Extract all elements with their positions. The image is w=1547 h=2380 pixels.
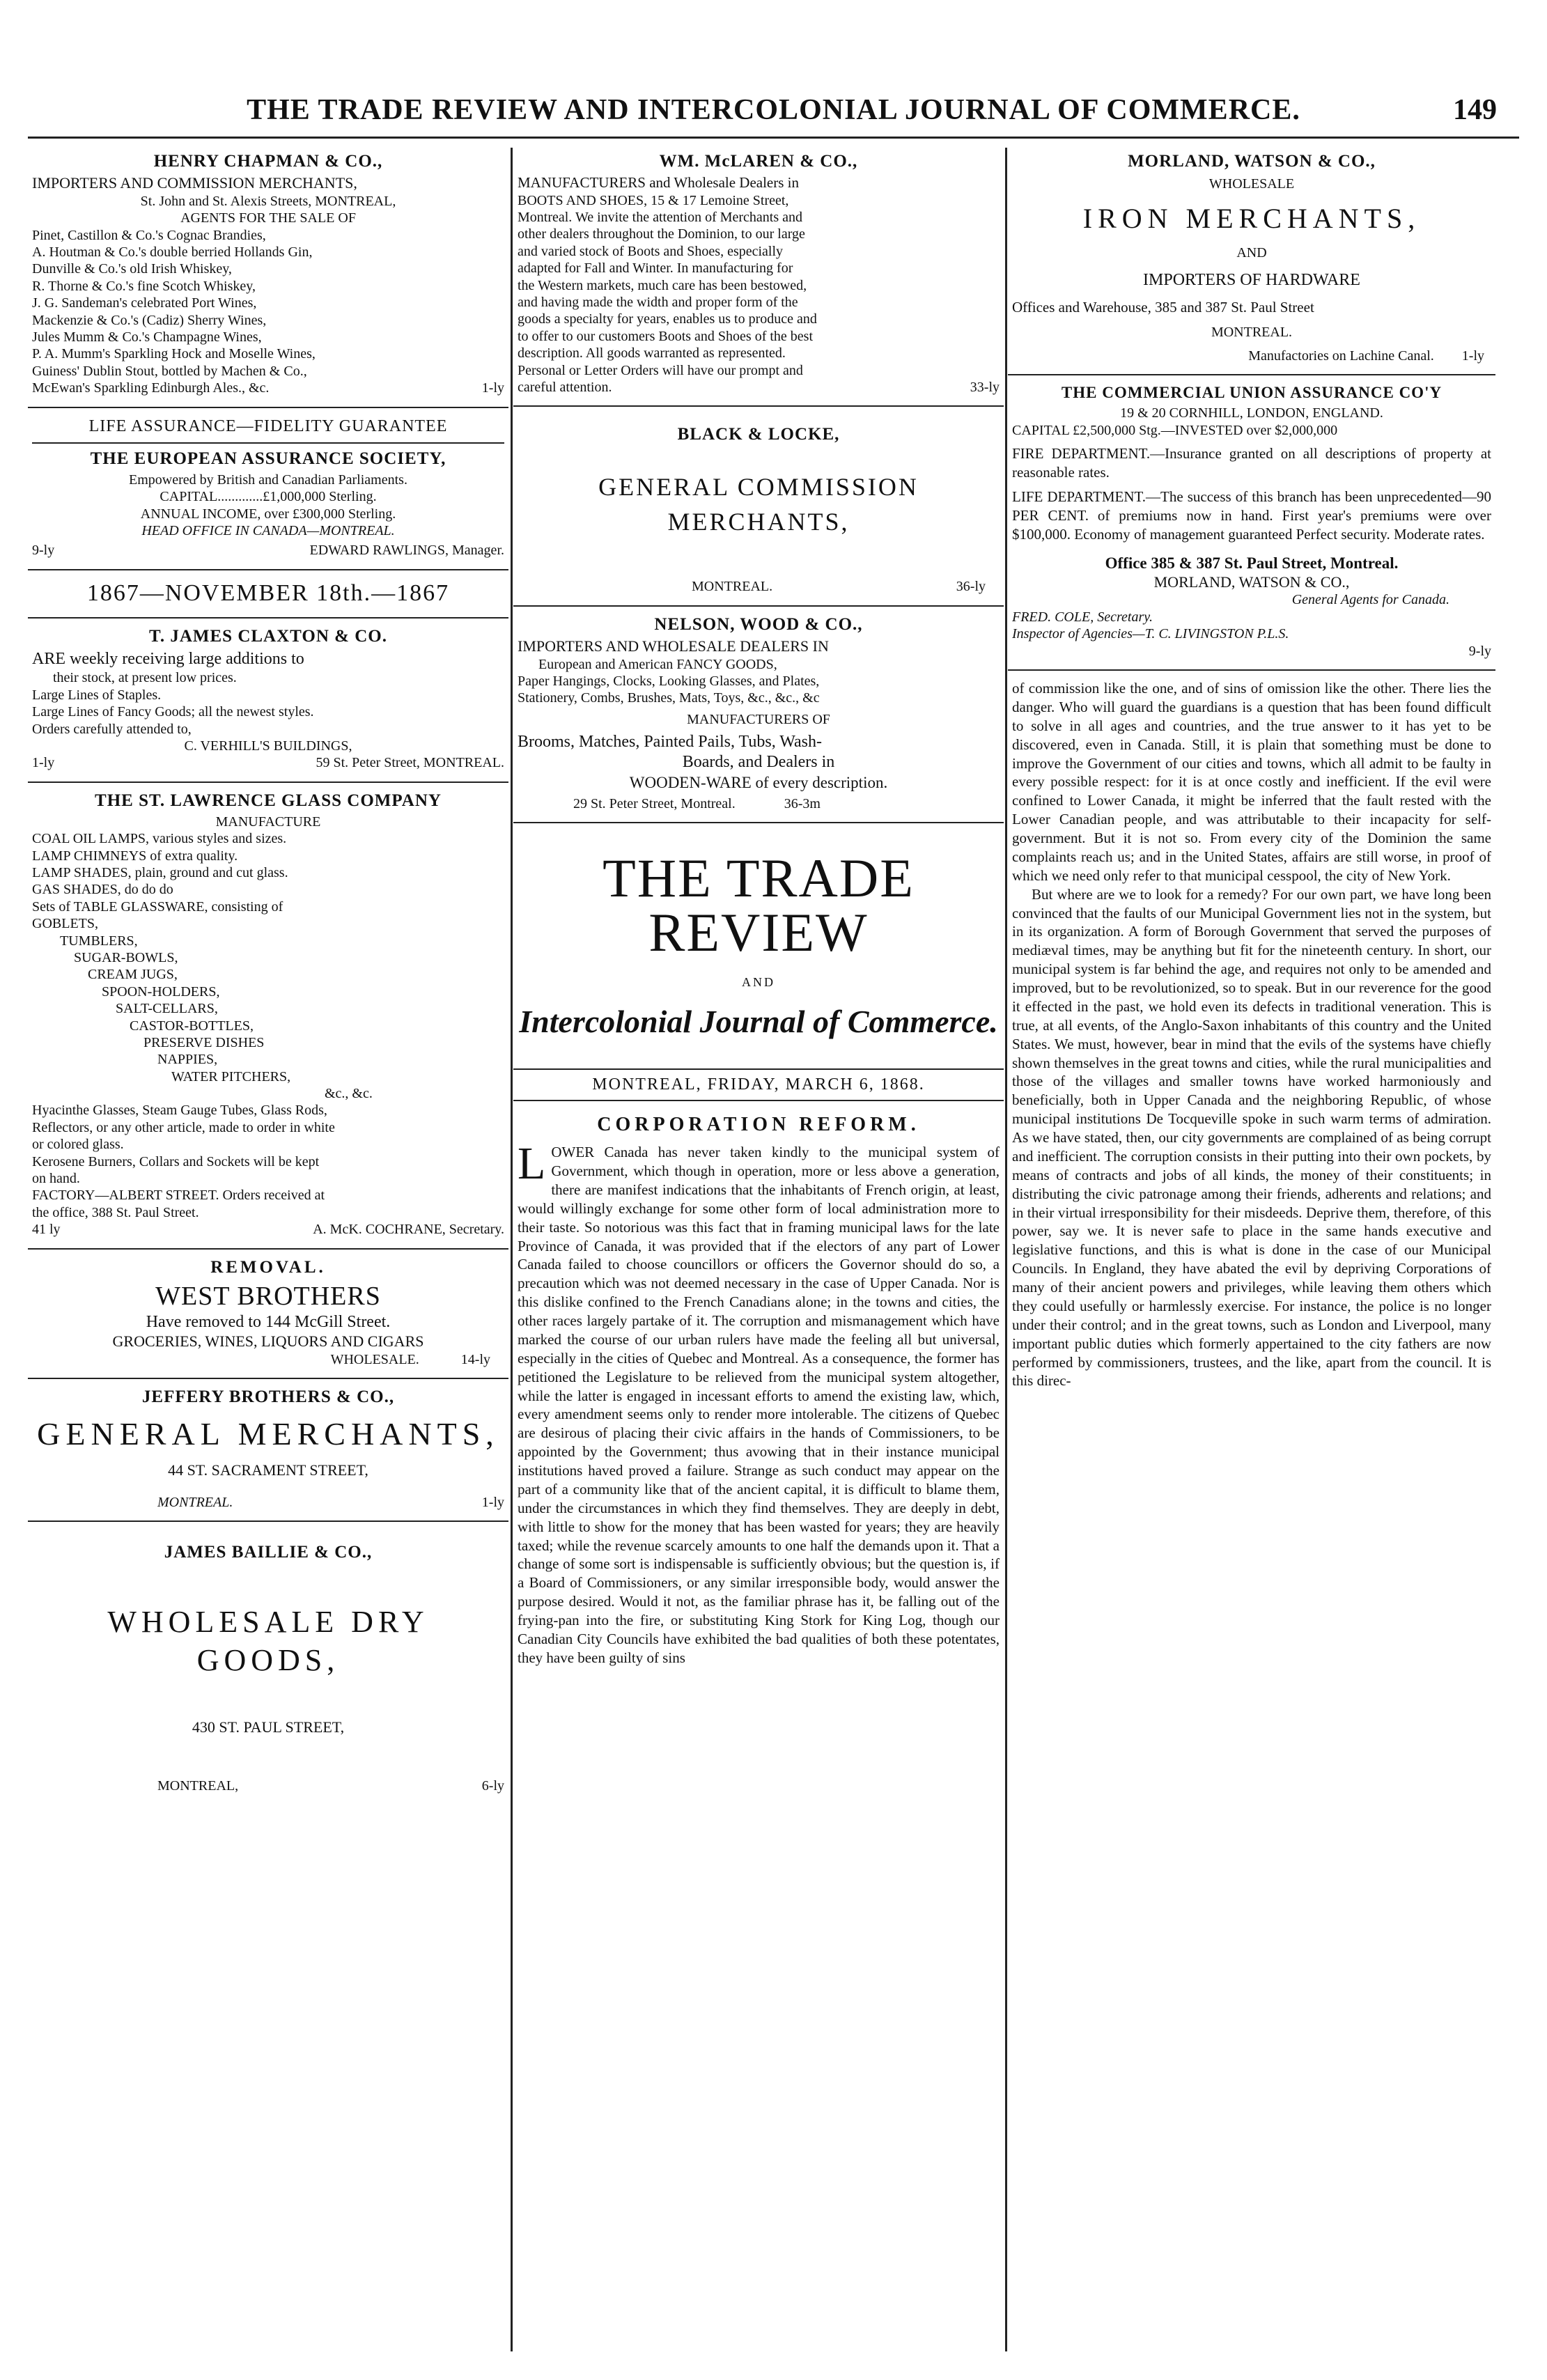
article-corporation-reform (518, 1114, 1000, 1667)
ad-line: 44 ST. SACRAMENT STREET, (168, 1461, 368, 1479)
ad-mclaren (518, 152, 1000, 396)
dateline: MONTREAL, FRIDAY, MARCH 6, 1868. (513, 1068, 1004, 1101)
ad-line: IMPORTERS AND COMMISSION MERCHANTS, (32, 174, 357, 192)
ad-code: 33-ly (970, 379, 1000, 395)
ad-line: Paper Hangings, Clocks, Looking Glasses, and Plates, (518, 673, 820, 689)
ad-line: Offices and Warehouse, 385 and 387 St. Paul Street (1012, 299, 1314, 316)
ad-title: NELSON, WOOD & CO., (654, 614, 863, 634)
header-rule (28, 137, 1519, 139)
ad-henry-chapman (32, 152, 504, 397)
ad-line: 19 & 20 CORNHILL, LONDON, ENGLAND. (1120, 405, 1383, 421)
ad-line: adapted for Fall and Winter. In manufacturing for (518, 260, 793, 277)
ad-banner: IRON MERCHANTS, (1082, 203, 1421, 235)
ad-item: NAPPIES, (157, 1052, 218, 1068)
ad-item: SUGAR-BOWLS, (74, 949, 178, 965)
masthead (513, 848, 1004, 1101)
ad-line: careful attention. (518, 379, 612, 395)
ad-code: 9-ly (1468, 643, 1491, 659)
ad-line: Large Lines of Fancy Goods; all the newest styles. (32, 704, 314, 720)
column-2 (513, 149, 1004, 2350)
ad-city: MONTREAL. (157, 1494, 233, 1510)
ad-line: MANUFACTURE (215, 814, 321, 830)
ad-code: 1-ly (1461, 348, 1484, 364)
ad-line: CAPITAL.............£1,000,000 Sterling. (160, 489, 377, 505)
ad-line: St. John and St. Alexis Streets, MONTREAL, (140, 193, 396, 209)
ad-item: COAL OIL LAMPS, various styles and sizes. (32, 831, 287, 847)
ad-line: to offer to our customers Boots and Shoes of the best (518, 328, 814, 344)
ad-city: MONTREAL. (692, 579, 773, 595)
separator (513, 405, 1004, 407)
ad-st-lawrence-glass (32, 791, 504, 1238)
ad-item: on hand. (32, 1171, 80, 1187)
ad-line: European and American FANCY GOODS, (538, 656, 777, 672)
ad-code: 41 ly (32, 1222, 61, 1238)
date-banner: 1867—NOVEMBER 18th.—1867 (86, 580, 450, 606)
ad-item: SPOON-HOLDERS, (102, 983, 220, 1000)
ad-code: 36-3m (784, 795, 821, 811)
ad-title: THE ST. LAWRENCE GLASS COMPANY (95, 791, 442, 810)
column-divider-1 (511, 148, 513, 2351)
ad-manager: EDWARD RAWLINGS, Manager. (309, 543, 504, 559)
ad-item: Mackenzie & Co.'s (Cadiz) Sherry Wines, (32, 312, 267, 328)
ad-item: J. G. Sandeman's celebrated Port Wines, (32, 295, 257, 311)
ad-banner: WHOLESALE DRY GOODS, (107, 1605, 429, 1678)
ad-black-locke (518, 425, 1000, 595)
ad-title: WM. McLAREN & CO., (659, 152, 858, 171)
ad-line: IMPORTERS AND WHOLESALE DEALERS IN (518, 637, 829, 655)
ad-line: Have removed to 144 McGill Street. (146, 1312, 391, 1331)
ad-line: Montreal. We invite the attention of Merchants and (518, 210, 803, 225)
ad-line: BOOTS AND SHOES, 15 & 17 Lemoine Street, (518, 192, 789, 208)
ad-item: or colored glass. (32, 1137, 124, 1153)
ad-line: ARE weekly receiving large additions to (32, 650, 304, 669)
ad-line: General Agents for Canada. (1291, 592, 1449, 608)
ad-item: &c., &c. (325, 1086, 373, 1102)
ad-line: Personal or Letter Orders will have our prompt and (518, 362, 803, 378)
column-divider-2 (1005, 148, 1007, 2351)
ad-item: Hyacinthe Glasses, Steam Gauge Tubes, Glass Rods, (32, 1103, 327, 1119)
ad-line: WHOLESALE. (330, 1352, 419, 1368)
ad-paragraph: LIFE DEPARTMENT.—The success of this branch has been unprecedented—90 PER CENT. of premiums now in hand. First year's premiums were over $100,000. Economy of management guaranteed Perfect security. Moderate rates. (1012, 488, 1491, 543)
ad-line: MANUFACTURERS and Wholesale Dealers in (518, 174, 800, 191)
ad-title: THE COMMERCIAL UNION ASSURANCE CO'Y (1061, 384, 1443, 402)
separator (1008, 374, 1495, 375)
ad-line: and having made the width and proper form of the (518, 294, 798, 310)
page-header (50, 89, 1497, 132)
ad-code: 1-ly (481, 380, 504, 396)
ad-heading: LIFE ASSURANCE—FIDELITY GUARANTEE (88, 417, 448, 435)
ad-line: Boards, and Dealers in (682, 753, 835, 772)
ad-line: description. All goods warranted as represented. (518, 345, 786, 361)
ad-james-baillie (32, 1543, 504, 1794)
ad-line: AGENTS FOR THE SALE OF (180, 210, 356, 226)
masthead-and: AND (742, 975, 775, 990)
ad-jeffery-brothers (32, 1387, 504, 1511)
ad-line: goods a specialty for years, enables us to produce and (518, 311, 817, 327)
ad-line: MANUFACTURERS OF (687, 711, 830, 727)
ad-west-brothers (32, 1258, 504, 1369)
ad-item: A. Houtman & Co.'s double berried Hollands Gin, (32, 244, 313, 260)
ad-line: IMPORTERS OF HARDWARE (1143, 270, 1360, 289)
ad-line: Manufactories on Lachine Canal. (1248, 348, 1434, 364)
ad-line: Inspector of Agencies—T. C. LIVINGSTON P.L.S. (1012, 626, 1289, 642)
ad-item: Pinet, Castillon & Co.'s Cognac Brandies, (32, 227, 266, 243)
ad-line: Empowered by British and Canadian Parliaments. (129, 472, 407, 488)
masthead-subtitle: Intercolonial Journal of Commerce. (519, 1004, 998, 1040)
separator (28, 1520, 508, 1522)
ad-code: 9-ly (32, 543, 55, 559)
ad-title: MORLAND, WATSON & CO., (1128, 152, 1376, 171)
ad-european-assurance (32, 417, 504, 559)
ad-code: 14-ly (460, 1352, 490, 1368)
ad-item: the office, 388 St. Paul Street. (32, 1204, 199, 1220)
ad-item: Jules Mumm & Co.'s Champagne Wines, (32, 329, 262, 345)
article-title: CORPORATION REFORM. (597, 1114, 920, 1136)
column-3 (1008, 149, 1495, 2350)
ad-banner: GENERAL COMMISSION (598, 473, 919, 501)
ad-item: P. A. Mumm's Sparkling Hock and Moselle Wines, (32, 346, 316, 362)
ad-commercial-union (1012, 384, 1491, 660)
ad-item: Guiness' Dublin Stout, bottled by Machen & Co., (32, 363, 307, 379)
ad-title: BLACK & LOCKE, (677, 425, 840, 444)
ad-paragraph: FIRE DEPARTMENT.—Insurance granted on all descriptions of property at reasonable rates. (1012, 445, 1491, 481)
ad-city: MONTREAL, (157, 1778, 239, 1794)
ad-item: R. Thorne & Co.'s fine Scotch Whiskey, (32, 278, 256, 294)
ad-heading: REMOVAL. (210, 1257, 326, 1277)
ad-line: AND (1236, 245, 1267, 261)
ad-line: Large Lines of Staples. (32, 687, 162, 703)
ad-banner: MERCHANTS, (667, 508, 850, 536)
ad-item: Reflectors, or any other article, made to order in white (32, 1119, 335, 1135)
ad-line: WHOLESALE (1208, 176, 1295, 192)
ad-line: 430 ST. PAUL STREET, (192, 1718, 345, 1736)
ad-item: CREAM JUGS, (88, 967, 178, 983)
ad-title: JAMES BAILLIE & CO., (164, 1543, 373, 1562)
ad-item: GAS SHADES, do do do (32, 882, 173, 898)
ad-item: LAMP SHADES, plain, ground and cut glass. (32, 864, 288, 880)
ad-secretary: A. McK. COCHRANE, Secretary. (313, 1222, 504, 1238)
separator (1008, 669, 1495, 671)
separator (32, 442, 504, 444)
separator (513, 822, 1004, 823)
ad-line: CAPITAL £2,500,000 Stg.—INVESTED over $2,000,000 (1012, 422, 1338, 438)
ad-address: 29 St. Peter Street, Montreal. (573, 795, 736, 811)
ad-line: FRED. COLE, Secretary. (1012, 609, 1153, 625)
ad-line: ANNUAL INCOME, over £300,000 Sterling. (140, 506, 396, 522)
ad-item: WATER PITCHERS, (171, 1068, 291, 1084)
separator (28, 569, 508, 570)
ad-line: GROCERIES, WINES, LIQUORS AND CIGARS (112, 1332, 424, 1351)
ad-item: LAMP CHIMNEYS of extra quality. (32, 848, 238, 864)
ad-code: 36-ly (956, 579, 986, 595)
separator (28, 1248, 508, 1250)
ad-item: SALT-CELLARS, (116, 1001, 218, 1017)
separator (28, 407, 508, 408)
ad-item: Dunville & Co.'s old Irish Whiskey, (32, 261, 232, 277)
ad-line: Stationery, Combs, Brushes, Mats, Toys, &c., &c., &c (518, 690, 820, 706)
ad-code: 6-ly (481, 1778, 504, 1794)
ad-item: Sets of TABLE GLASSWARE, consisting of (32, 899, 283, 915)
ad-title: JEFFERY BROTHERS & CO., (141, 1387, 395, 1407)
ad-claxton (32, 627, 504, 772)
column-1 (28, 149, 508, 2350)
article-body (518, 1138, 1000, 1667)
ad-line: other dealers throughout the Dominion, to our large (518, 226, 805, 242)
ad-line: 59 St. Peter Street, MONTREAL. (316, 755, 504, 771)
article-text: OWER Canada has never taken kindly to the municipal system of Government, which though in operation, more or less above a generation, there are manifest indications that the inhabitants of French origin, at least, would willingly exchange for some other form of local administration more to their taste. So notorious was this fact that in framing municipal laws for the late Province of Canada, it was provided that if the electors of any part of Lower Canada failed to choose councillors or officers the Governor should do so, a precaution which was not deemed necessary in the case of Upper Canada. Nor is this dislike confined to the French Canadians alone; in the towns and cities, the other races largely partake of it. The corruption and mismanagement which have marked the course of our urban rulers have made the feeling all but universal, especially in the cities of Quebec and Montreal. As a consequence, the former has petitioned the Legislature to be relieved from the municipal system altogether, while the latter is engaged in incessant efforts to amend the existing law, which, every amendment seems only to render more intolerable. The citizens of Quebec are desirous of placing their civic affairs in the hands of Commissioners, to be appointed by the Government; thus avowing that in their instance municipal institutions haved proved a failure. Strange as such conduct may appear on the part of a community like that of the ancient capital, it is difficult to blame them, under the circumstances in which they find themselves. They are deeply in debt, with little to show for the money that has been wasted for years; they are heavily taxed; while the revenue scarcely amounts to one half the demands upon it. That a change of some sort is indispensable is sufficiently obvious; but the question is, if a Board of Commissioners, or any similar irresponsible body, would answer the purpose desired. Would it not, as the familiar phrase has it, be falling out of the frying-pan into the fire, or substituting King Stork for King Log, though our Canadian City Councils have exhibited the bad qualities of both these potentates, they have been guilty of sins (518, 1144, 1000, 1666)
ad-line: MONTREAL. (1211, 324, 1293, 340)
ad-item: GOBLETS, (32, 916, 98, 932)
ad-title: THE EUROPEAN ASSURANCE SOCIETY, (90, 449, 446, 468)
ad-item: PRESERVE DISHES (143, 1034, 265, 1050)
ad-nelson-wood (518, 615, 1000, 812)
ad-morland-watson (1012, 152, 1491, 364)
ad-line: Orders carefully attended to, (32, 721, 192, 737)
separator (28, 1378, 508, 1379)
ad-line: WOODEN-WARE of every description. (629, 773, 888, 791)
ad-item: TUMBLERS, (60, 933, 138, 949)
ad-title: T. JAMES CLAXTON & CO. (149, 627, 387, 646)
article-paragraph: But where are we to look for a remedy? For our own part, we have long been convinced that the faults of our Municipal Government lies not in the system, but in its organization. A form of Borough Government that served the purposes of mediæval times, may be anything but fit for the nineteenth century. In short, our municipal system is far behind the age, and requires not only to be amended and improved, but to be revolutionized, so to speak. But in our reverence for the good it effected in the past, we hold even its defects in traditional veneration. This is true, at all events, of the Anglo-Saxon inhabitants of this country and the United States. We must, however, bear in mind that the evils of the systems have chiefly shown themselves in the great towns and cities, while the rural municipalities and those of the villages and smaller towns have worked harmoniously and beneficially, both in Upper Canada and the neighboring Republic, of whose municipal institutions De Tocqueville spoke in such warm terms of admiration. As we have stated, then, our city governments are complained of as being corrupt and inefficient. The corruption consists in their putting into their own pockets, by means of contracts and jobs of all kinds, the money of their constituents; in distributing the civic patronage among their friends, adherents and relations; and in their virtual irresponsibility for their misdeeds. Deprive them, therefore, of this power, say we. It is never safe to place in the same hands executive and legislative functions, and this is what is done in the case of our Municipal Councils. In England, they have abated the evil by depriving Corporations of many of their ancient powers and privileges, while leaving them others which they could usefully or harmlessly exercise. For instance, the police is no longer under their control; and in the great towns, such as London and Liverpool, many important public duties which formerly appertained to the city fathers are now performed by commissioners, trustees, and the like, apart from the council. It is this direc- (1012, 885, 1491, 1390)
separator (513, 605, 1004, 607)
masthead-title: THE TRADE REVIEW (603, 848, 915, 963)
drop-cap: L (518, 1138, 546, 1190)
article-paragraph: of commission like the one, and of sins of omission like the other. There lies the danger. Who will guard the guardians is a question that has been found difficult to solve in all ages and countries, and the true answer to it has yet to be discovered, even in Canada. Still, it is plain that something must be done to improve the Government of our cities and towns, which all admit to be faulty in every possible respect: for it is at once costly and inefficient. If the evil were confined to Lower Canada, it might be inferred that the fault rested with the Lower Canadian people, and was attributable to their incapacity for self-government. But it is not so. From every city of the Dominion the same complaints reach us; and in the United States, affairs are still worse, in proof of which we need only refer to that municipal cesspool, the city of New York. (1012, 680, 1491, 884)
ad-code: 1-ly (32, 755, 55, 771)
separator (28, 781, 508, 783)
page-number: 149 (1453, 94, 1497, 126)
ad-item: Kerosene Burners, Collars and Sockets will be kept (32, 1153, 320, 1169)
ad-item: McEwan's Sparkling Edinburgh Ales., &c. (32, 380, 270, 396)
ad-item: FACTORY—ALBERT STREET. Orders received at (32, 1188, 325, 1204)
ad-line: Office 385 & 387 St. Paul Street, Montreal. (1105, 554, 1399, 572)
ad-line: the Western markets, much care has been bestowed, (518, 277, 807, 293)
ad-title: WEST BROTHERS (155, 1281, 381, 1311)
ad-line: MORLAND, WATSON & CO., (1153, 573, 1350, 591)
ad-line: their stock, at present low prices. (53, 670, 237, 686)
ad-title: HENRY CHAPMAN & CO., (153, 152, 383, 171)
ad-line: Brooms, Matches, Painted Pails, Tubs, Wash- (518, 733, 822, 752)
ad-banner: GENERAL MERCHANTS, (37, 1416, 499, 1452)
ad-code: 1-ly (481, 1494, 504, 1510)
separator (28, 617, 508, 619)
ad-item: CASTOR-BOTTLES, (130, 1018, 254, 1034)
ad-line: C. VERHILL'S BUILDINGS, (184, 738, 352, 754)
ad-line: and varied stock of Boots and Shoes, especially (518, 243, 784, 259)
journal-title: THE TRADE REVIEW AND INTERCOLONIAL JOURNAL OF COMMERCE. (247, 94, 1300, 126)
ad-line: HEAD OFFICE IN CANADA—MONTREAL. (141, 522, 395, 538)
article-continuation (1012, 679, 1491, 1390)
